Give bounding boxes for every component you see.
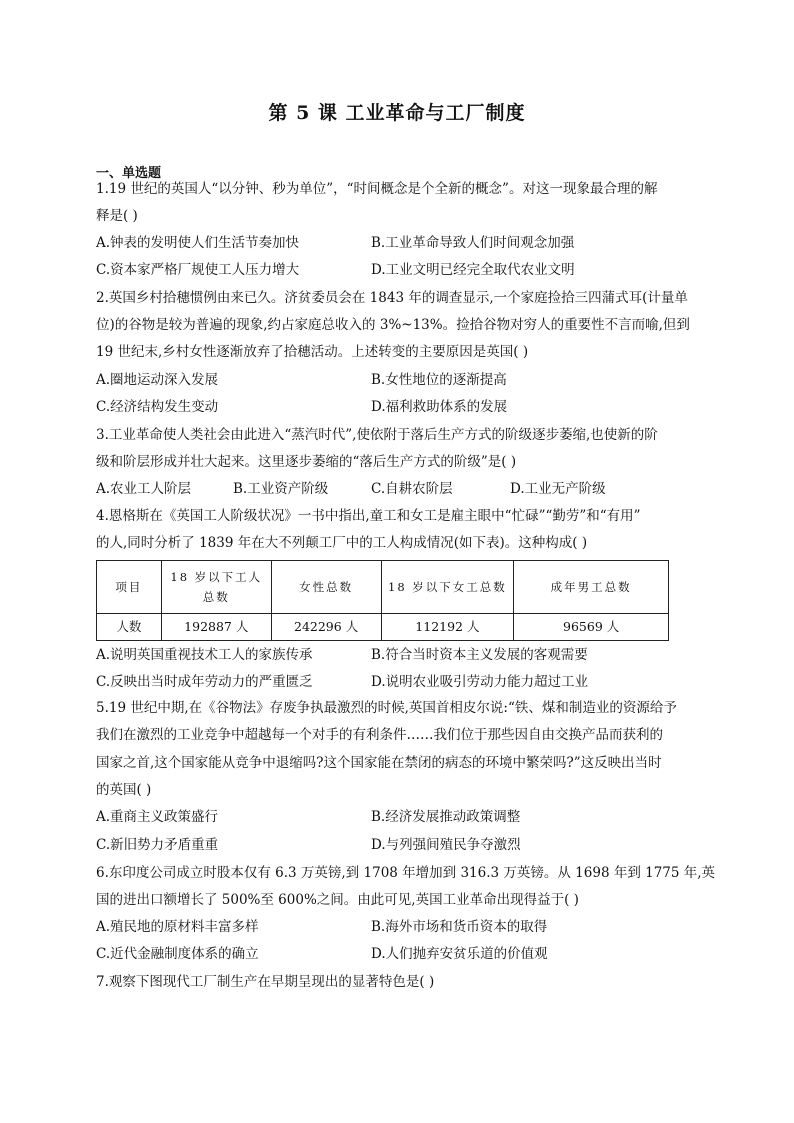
q5-line-1: 5.19 世纪中期,在《谷物法》存废争执最激烈的时候,英国首相皮尔说:“铁、煤和制造业的资源给予 — [96, 700, 677, 716]
q2-option-d: D.福利救助体系的发展 — [371, 399, 508, 415]
q3-option-a: A.农业工人阶层 — [96, 481, 192, 497]
q6-line-1: 6.东印度公司成立时股本仅有 6.3 万英镑,到 1708 年增加到 316.3 万英镑。从 1698 年到 1775 年,英 — [96, 865, 716, 881]
q5-option-c: C.新旧势力矛盾重重 — [96, 837, 219, 853]
q5-line-4: 的英国( ) — [96, 782, 152, 798]
q5-line-2: 我们在激烈的工业竞争中超越每一个对手的有利条件……我们位于那些因自由交换产品而获利的 — [96, 727, 663, 743]
q3-option-b: B.工业资产阶级 — [233, 481, 329, 497]
table-header-cell: 女性总数 — [271, 561, 381, 614]
table-row — [97, 614, 669, 641]
table-cell: 112192 人 — [381, 614, 514, 641]
q5-option-d: D.与列强间殖民争夺激烈 — [371, 837, 521, 853]
q4-option-d: D.说明农业吸引劳动力能力超过工业 — [371, 674, 589, 690]
table-header-cell: 项目 — [97, 561, 162, 614]
q1-option-b: B.工业革命导致人们时间观念加强 — [371, 235, 575, 251]
q2-line-2: 位)的谷物是较为普遍的现象,约占家庭总收入的 3%~13%。捡拾谷物对穷人的重要性不言而喻,但到 — [96, 317, 690, 333]
table-cell: 192887 人 — [161, 614, 271, 641]
q1-line-1: 1.19 世纪的英国人“以分钟、秒为单位”，“时间概念是个全新的概念”。对这一现象最合理的解 — [96, 181, 658, 197]
q6-option-a: A.殖民地的原材料丰富多样 — [96, 919, 259, 935]
q6-option-d: D.人们抛弃安贫乐道的价值观 — [371, 946, 548, 962]
q1-line-2: 释是( ) — [96, 208, 138, 224]
q3-option-d: D.工业无产阶级 — [510, 481, 606, 497]
q5-option-a: A.重商主义政策盛行 — [96, 809, 219, 825]
q6-line-2: 国的进出口额增长了 500%至 600%之间。由此可见,英国工业革命出现得益于( ) — [96, 892, 579, 908]
q3-option-c: C.自耕农阶层 — [371, 481, 453, 497]
q2-option-b: B.女性地位的逐渐提高 — [371, 372, 507, 388]
table-cell: 242296 人 — [271, 614, 381, 641]
q3-line-2: 级和阶层形成并壮大起来。这里逐步萎缩的“落后生产方式的阶级”是( ) — [96, 454, 517, 470]
page-title: 第 5 课 工业革命与工厂制度 — [268, 102, 526, 124]
q5-line-3: 国家之首,这个国家能从竞争中退缩吗?这个国家能在禁闭的病态的环境中繁荣吗?”这反映出当时 — [96, 755, 662, 771]
q4-line-2: 的人,同时分析了 1839 年在大不列颠工厂中的工人构成情况(如下表)。这种构成( ) — [96, 535, 588, 551]
table-header-cell: 18 岁以下女工总数 — [381, 561, 514, 614]
table-header-cell: 18 岁以下工人总数 — [161, 561, 271, 614]
table-header-cell: 成年男工总数 — [514, 561, 669, 614]
q6-option-b: B.海外市场和货币资本的取得 — [371, 919, 548, 935]
q4-option-b: B.符合当时资本主义发展的客观需要 — [371, 647, 588, 663]
q2-option-c: C.经济结构发生变动 — [96, 399, 219, 415]
q4-line-1: 4.恩格斯在《英国工人阶级状况》一书中指出,童工和女工是雇主眼中“忙碌”“勤劳”和“有用” — [96, 508, 641, 524]
q2-option-a: A.圈地运动深入发展 — [96, 372, 219, 388]
q3-line-1: 3.工业革命使人类社会由此进入“蒸汽时代”,使依附于落后生产方式的阶级逐步萎缩,也使新的阶 — [96, 427, 658, 443]
q6-option-c: C.近代金融制度体系的确立 — [96, 946, 259, 962]
worker-composition-table — [96, 560, 669, 641]
q1-option-c: C.资本家严格厂规使工人压力增大 — [96, 262, 300, 278]
table-header-row — [97, 561, 669, 614]
q4-option-c: C.反映出当时成年劳动力的严重匮乏 — [96, 674, 313, 690]
q4-option-a: A.说明英国重视技术工人的家族传承 — [96, 647, 313, 663]
q1-option-a: A.钟表的发明使人们生活节奏加快 — [96, 235, 300, 251]
table-cell: 人数 — [97, 614, 162, 641]
table-cell: 96569 人 — [514, 614, 669, 641]
q2-line-1: 2.英国乡村拾穗惯例由来已久。济贫委员会在 1843 年的调查显示,一个家庭捡拾三四蒲式耳(计量单 — [96, 290, 688, 306]
section-heading: 一、单选题 — [96, 166, 162, 181]
q5-option-b: B.经济发展推动政策调整 — [371, 809, 521, 825]
q1-option-d: D.工业文明已经完全取代农业文明 — [371, 262, 575, 278]
q2-line-3: 19 世纪末,乡村女性逐渐放弃了拾穗活动。上述转变的主要原因是英国( ) — [96, 344, 529, 360]
q7-line-1: 7.观察下图现代工厂制生产在早期呈现出的显著特色是( ) — [96, 974, 435, 990]
